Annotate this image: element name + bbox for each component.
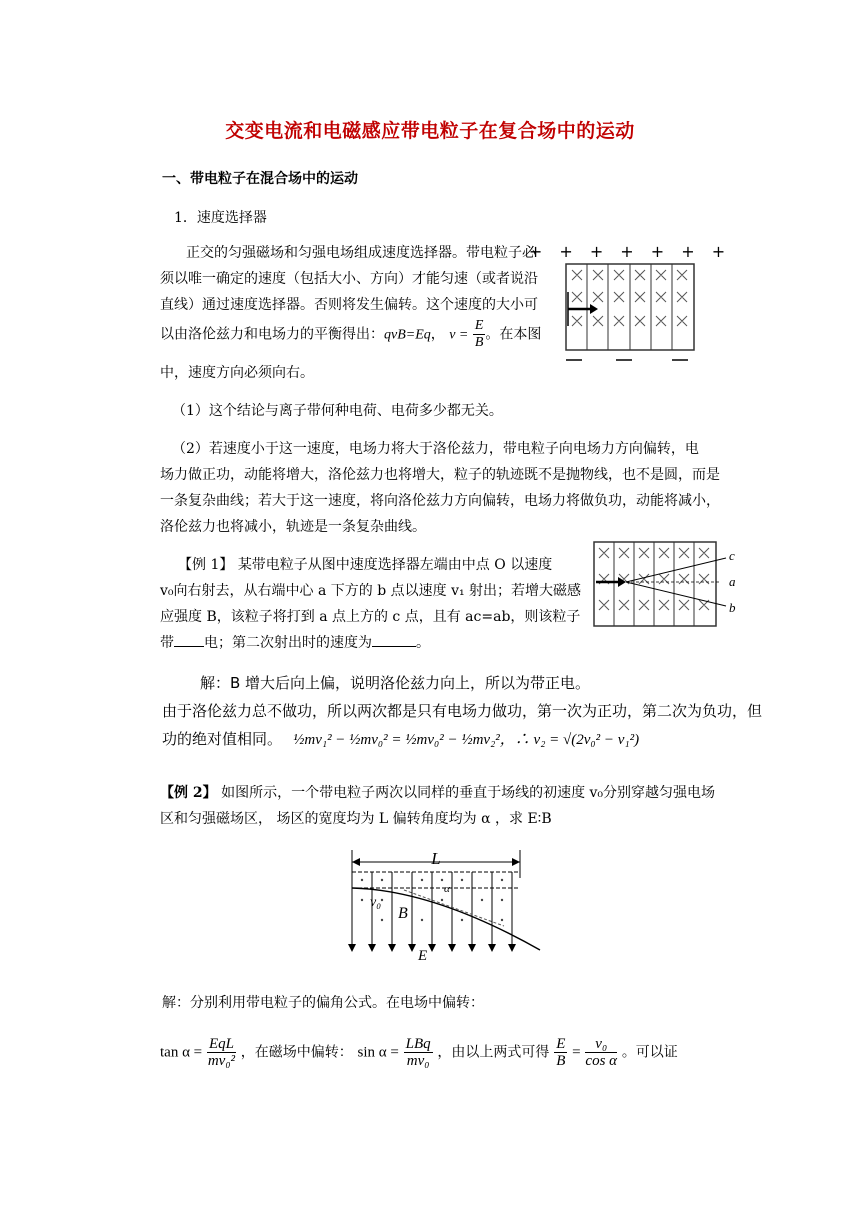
path-to-c — [626, 558, 726, 582]
sin-fraction — [404, 1036, 433, 1069]
label-B: B — [398, 905, 408, 922]
example1-solution-line2: 由于洛伦兹力总不做功，所以两次都是只有电场力做功，第一次为正功，第二次为负功，但 — [162, 702, 763, 720]
example1-text1: 某带电粒子从图中速度选择器左端由中点 O 以速度 — [237, 557, 553, 573]
tan-fraction — [207, 1036, 236, 1069]
label-alpha: α — [444, 883, 450, 895]
example1-line2: v₀向右射去，从右端中心 a 下方的 b 点以速度 v₁ 射出；若增大磁感 — [160, 583, 582, 599]
example2-figure — [344, 848, 544, 964]
example1-line1 — [178, 552, 552, 578]
example1-label: 【例 1】 — [178, 557, 234, 573]
tan-numerator: EqL — [208, 1036, 234, 1052]
note-1: （1）这个结论与离子带何种电荷、电荷多少都无关。 — [172, 403, 503, 419]
plus-charges: + + + + + + + — [528, 242, 732, 261]
velocity-fraction — [473, 318, 486, 351]
tan-denominator: mv₀² — [207, 1053, 236, 1069]
result-right-numerator: v₀ — [585, 1036, 617, 1053]
charge-blank — [174, 646, 204, 647]
selector-box — [594, 542, 716, 626]
formula-mid1: ，在磁场中偏转： — [240, 1044, 353, 1061]
para1-line5: 中，速度方向必须向右。 — [160, 365, 314, 381]
example1-text4b: 电；第二次射出时的速度为 — [204, 635, 372, 651]
example1-text4a: 带 — [160, 635, 174, 651]
para1-line2: 须以唯一确定的速度（包括大小、方向）才能匀速（或者说沿 — [160, 271, 538, 287]
example2-solution-intro: 解：分别利用带电粒子的偏角公式。在电场中偏转： — [162, 995, 484, 1011]
result-equals: = — [572, 1044, 581, 1061]
para1-line4c: 。在本图 — [485, 326, 542, 343]
velocity-numerator: E — [474, 318, 484, 333]
result-left-denominator: B — [556, 1053, 566, 1069]
tangent-line — [404, 890, 504, 926]
sin-numerator: LBq — [405, 1036, 431, 1052]
result-left-fraction — [554, 1036, 567, 1069]
formula-mid2: ，由以上两式可得 — [437, 1044, 550, 1061]
tan-lhs: tan α = — [160, 1044, 203, 1061]
label-b: b — [729, 600, 736, 615]
para1-line4a: 以由洛伦兹力和电场力的平衡得出： — [160, 326, 384, 343]
sin-denominator: mv₀ — [406, 1053, 430, 1069]
label-E: E — [418, 948, 428, 964]
example2-formula-line — [160, 1036, 678, 1069]
example1-text4c: 。 — [416, 635, 430, 651]
example2-line2: 区和匀强磁场区， 场区的宽度均为 L 偏转角度均为 α ，求 E∶B — [160, 811, 552, 827]
velocity-denominator: B — [474, 335, 484, 350]
result-right-fraction — [585, 1036, 617, 1069]
note-2-line3: 一条复杂曲线；若大于这一速度，将向洛伦兹力方向偏转，电场力将做负功，动能将减小， — [160, 493, 720, 509]
note-2-line1: （2）若速度小于这一速度，电场力将大于洛伦兹力，带电粒子向电场力方向偏转，电 — [172, 441, 699, 457]
example2-label: 【例 2】 — [160, 785, 217, 801]
example1-figure — [590, 538, 740, 630]
para1-line3: 直线）通过速度选择器。否则将发生偏转。这个速度的大小可 — [160, 297, 538, 313]
example2-line1 — [160, 780, 715, 806]
velocity-arrowhead — [590, 304, 598, 314]
velocity-lhs: v = — [449, 327, 469, 343]
balance-equation: qvB=Eq — [384, 327, 431, 343]
para1-line4 — [160, 318, 541, 351]
result-left-numerator: E — [556, 1036, 566, 1052]
note-2-line4: 洛伦兹力也将减小，轨迹是一条复杂曲线。 — [160, 519, 426, 535]
example1-solution-line1: 解：B 增大后向上偏，说明洛伦兹力向上，所以为带正电。 — [200, 674, 591, 692]
example1-solution-text3: 功的绝对值相同。 — [162, 730, 283, 748]
example1-line4 — [160, 630, 430, 656]
example1-line3: 应强度 B，该粒子将打到 a 点上方的 c 点，且有 ac=ab，则该粒子 — [160, 609, 581, 625]
velocity-selector-figure — [528, 242, 732, 366]
velocity-blank — [372, 646, 416, 647]
para1-comma: ， — [430, 326, 445, 343]
label-c: c — [729, 548, 735, 563]
label-L: L — [431, 849, 441, 868]
note-2-line2: 场力做正功，动能将增大，洛伦兹力也将增大，粒子的轨迹既不是抛物线，也不是圆，而是 — [160, 467, 720, 483]
page-title: 交变电流和电磁感应带电粒子在复合场中的运动 — [225, 120, 635, 142]
subsection-heading: 1．速度选择器 — [174, 210, 267, 226]
label-a: a — [729, 574, 736, 589]
energy-equation: ½mv₁² − ½mv₀² = ½mv₀² − ½mv₂²，∴ v₂ = √(2v₀² − v₁²) — [293, 732, 640, 748]
section-heading: 一、带电粒子在混合场中的运动 — [162, 171, 358, 187]
label-v0: v₀ — [370, 895, 382, 910]
example2-text1: 如图所示，一个带电粒子两次以同样的垂直于场线的初速度 v₀分别穿越匀强电场 — [221, 785, 716, 801]
example1-solution-line3 — [162, 726, 639, 752]
result-right-denominator: cos α — [585, 1053, 618, 1069]
para1-line1: 正交的匀强磁场和匀强电场组成速度选择器。带电粒子必 — [186, 245, 536, 261]
sin-lhs: sin α = — [357, 1044, 399, 1061]
electric-field-lines — [352, 872, 512, 950]
field-arrowheads — [348, 944, 516, 952]
formula-tail: 。可以证 — [621, 1044, 678, 1061]
